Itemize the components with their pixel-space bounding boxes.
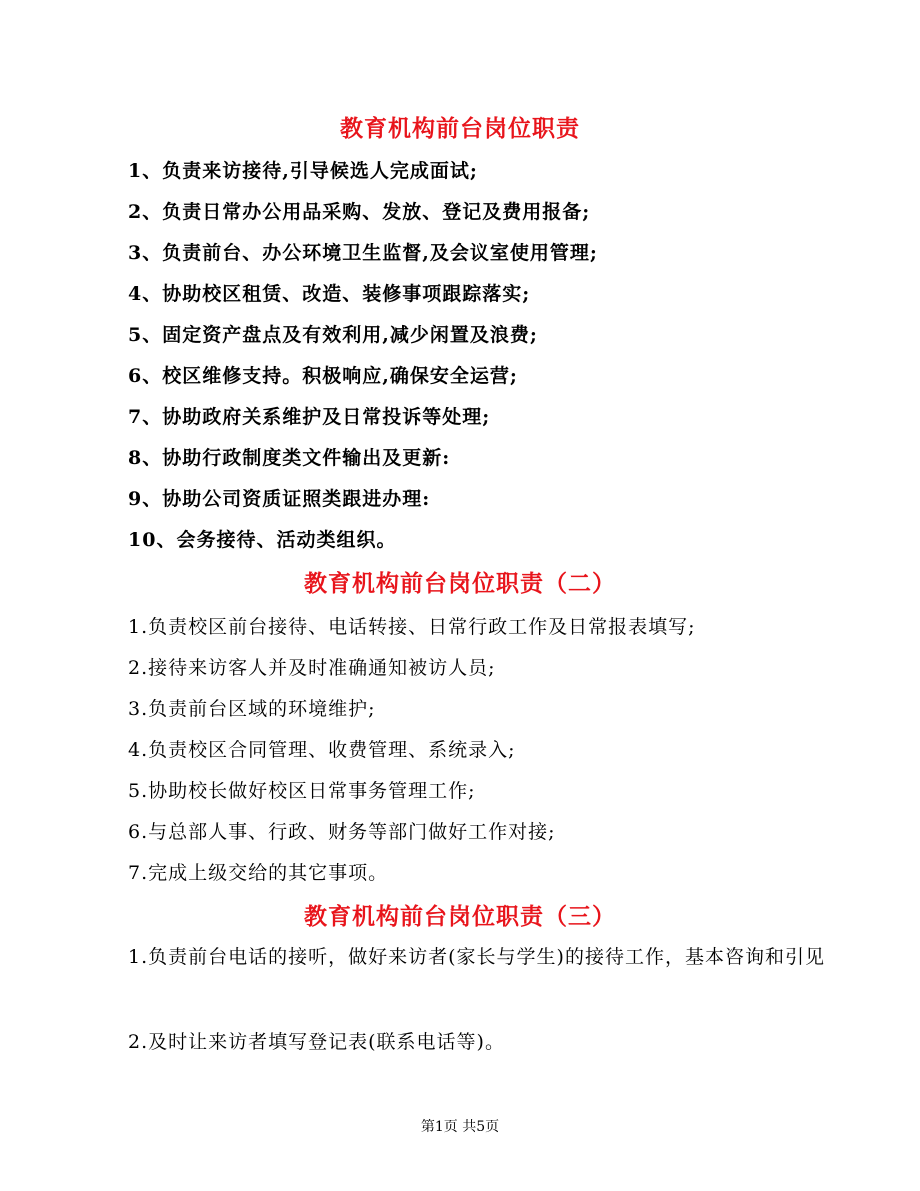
section-title-1: 教育机构前台岗位职责: [340, 115, 580, 142]
list-item: 5.协助校长做好校区日常事务管理工作;: [128, 780, 476, 802]
list-item: 1.负责校区前台接待、电话转接、日常行政工作及日常报表填写;: [128, 616, 696, 638]
section-title-3: 教育机构前台岗位职责（三）: [304, 903, 616, 930]
list-item: 3.负责前台区域的环境维护;: [128, 698, 376, 720]
list-item: 4.负责校区合同管理、收费管理、系统录入;: [128, 739, 516, 761]
list-item: 5、固定资产盘点及有效利用,减少闲置及浪费;: [128, 324, 538, 346]
list-item: 1、负责来访接待,引导候选人完成面试;: [128, 160, 478, 182]
list-item: 2.及时让来访者填写登记表(联系电话等)。: [128, 1031, 505, 1053]
list-item: 3、负责前台、办公环境卫生监督,及会议室使用管理;: [128, 242, 598, 264]
list-item: 7.完成上级交给的其它事项。: [128, 862, 389, 884]
paragraph-item: 1.负责前台电话的接听，做好来访者(家长与学生)的接待工作，基本咨询和引见: [128, 946, 825, 968]
section-title-2: 教育机构前台岗位职责（二）: [304, 570, 616, 597]
list-item: 6、校区维修支持。积极响应,确保安全运营;: [128, 365, 518, 387]
list-item: 9、协助公司资质证照类跟进办理:: [128, 488, 431, 510]
list-item: 8、协助行政制度类文件输出及更新:: [128, 447, 451, 469]
list-item: 10、会务接待、活动类组织。: [128, 529, 397, 551]
list-item: 7、协助政府关系维护及日常投诉等处理;: [128, 406, 491, 428]
list-item: 4、协助校区租赁、改造、装修事项跟踪落实;: [128, 283, 531, 305]
list-item: 2、负责日常办公用品采购、发放、登记及费用报备;: [128, 201, 591, 223]
page-number: 第1页 共5页: [420, 1119, 500, 1135]
list-item: 6.与总部人事、行政、财务等部门做好工作对接;: [128, 821, 556, 843]
list-item: 2.接待来访客人并及时准确通知被访人员;: [128, 657, 496, 679]
